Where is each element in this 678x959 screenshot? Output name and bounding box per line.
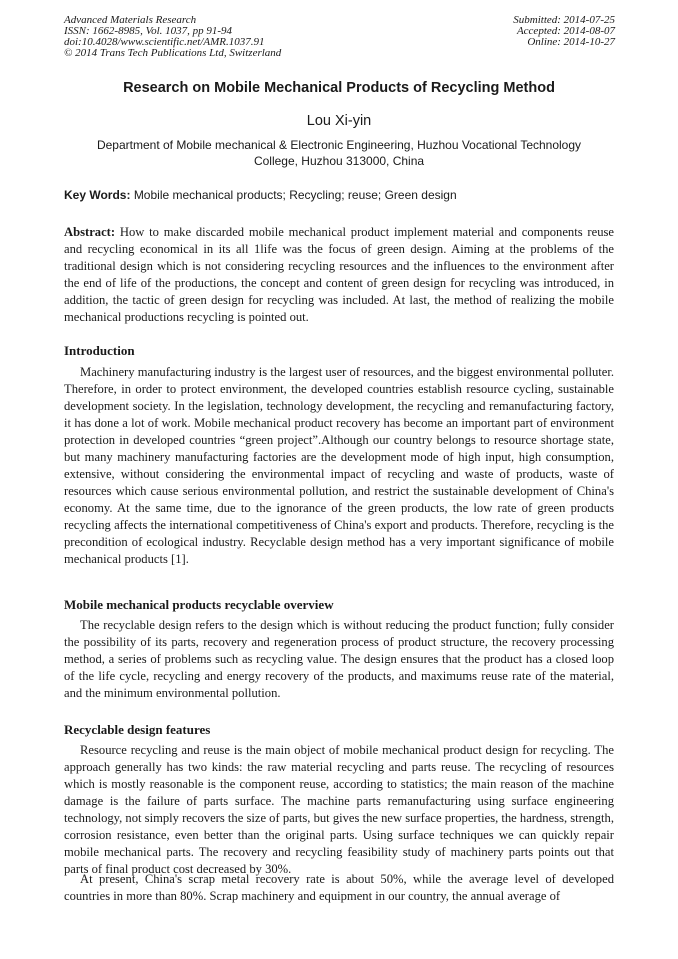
journal-name: Advanced Materials Research (64, 14, 197, 26)
abstract (64, 224, 614, 326)
author-affiliation (64, 137, 614, 169)
section-heading: Mobile mechanical products recyclable overview (64, 597, 334, 612)
doi-line[interactable]: doi:10.4028/www.scientific.net/AMR.1037.91 (64, 36, 265, 48)
keywords-label: Key Words: (64, 188, 131, 202)
online-date: Online: 2014-10-27 (527, 36, 615, 48)
body-paragraph: At present, China's scrap metal recovery rate is about 50%, while the average level of developed countries in more than 80%. Scrap machinery and equipment in our country, the annual average of (64, 872, 614, 903)
keywords (64, 188, 614, 202)
body-paragraph: Resource recycling and reuse is the main object of mobile mechanical product design for recycling. The approach generally has two kinds: the raw material recycling and parts reuse. The recycling of resources which is mostly reasonable is the component reuse, according to statistics; the main reason of the machine damage is the failure of parts surface. The machine parts remanufacturing using surface engineering technology, not simply recovers the size of parts, but gives the new surface properties, the hardness, strength, corrosion resistance, even better than the original parts. Using surface techniques we can quickly repair mobile mechanical parts. The recovery and recycling feasibility study of machinery parts points out that parts of final product cost decreased by 30%. (64, 743, 615, 876)
author-name: Lou Xi-yin (306, 113, 372, 129)
section-heading: Introduction (64, 343, 135, 358)
body-paragraph: The recyclable design refers to the design which is without reducing the product function; fully consider the possibility of its parts, recovery and regeneration process of product structure, the recovery processing method, a series of problems such as recycling value. The design ensures that the product has a closed loop of the life cycle, recycling and energy recovery of the products, and maximums reuse rate of the material, and the minimum environmental pollution. (64, 618, 614, 700)
affiliation-line: Department of Mobile mechanical & Electronic Engineering, Huzhou Vocational Technology (96, 138, 582, 152)
issn-line: ISSN: 1662-8985, Vol. 1037, pp 91-94 (64, 25, 233, 37)
publication-header-right (513, 15, 615, 48)
section-heading: Recyclable design features (64, 722, 211, 737)
submitted-date: Submitted: 2014-07-25 (513, 14, 615, 26)
keywords-text: Mobile mechanical products; Recycling; reuse; Green design (133, 188, 457, 202)
abstract-label: Abstract: (64, 225, 116, 239)
paper-title: Research on Mobile Mechanical Products of Recycling Method (123, 80, 555, 96)
accepted-date: Accepted: 2014-08-07 (516, 25, 615, 37)
publication-header-left (64, 15, 281, 59)
copyright-line: © 2014 Trans Tech Publications Ltd, Switzerland (64, 47, 282, 59)
body-paragraph: Machinery manufacturing industry is the largest user of resources, and the biggest environmental polluter. Therefore, in order to protect environment, the developed countries establish resource cycling, sustainable development society. In the legislation, technology development, the recycling and remanufacturing factory, it has done a lot of work. Mobile mechanical product recovery has become an important part of environment protection in developed countries “green project”.Although our country belongs to resource shortage state, but many machinery manufacturing factories are the development mode of high input, high consumption, extensive, without considering the environmental impact of recycling and waste of products, waste of resources which cause serious environmental pollution, and restrict the sustainable development of China's economy. At the same time, due to the ignorance of the green products, the low rate of green products recycling affects the international competitiveness of China's export and products. Therefore, recycling is the precondition of ecological industry. Recyclable design method has a very important significance of mobile mechanical products [1]. (64, 365, 614, 566)
abstract-text: How to make discarded mobile mechanical product implement material and components reuse and recycling economical in its all 1life was the focus of green design. Aiming at the problems of the traditional design which is not considering recycling resources and the influences to the environment after the end of life of the productions, the concept and content of green design for recycling was introduced, in addition, the tactic of green design for recycling was included. At last, the method of realizing the mobile mechanical productions recycling is pointed out. (64, 225, 614, 324)
affiliation-line: College, Huzhou 313000, China (253, 154, 425, 168)
